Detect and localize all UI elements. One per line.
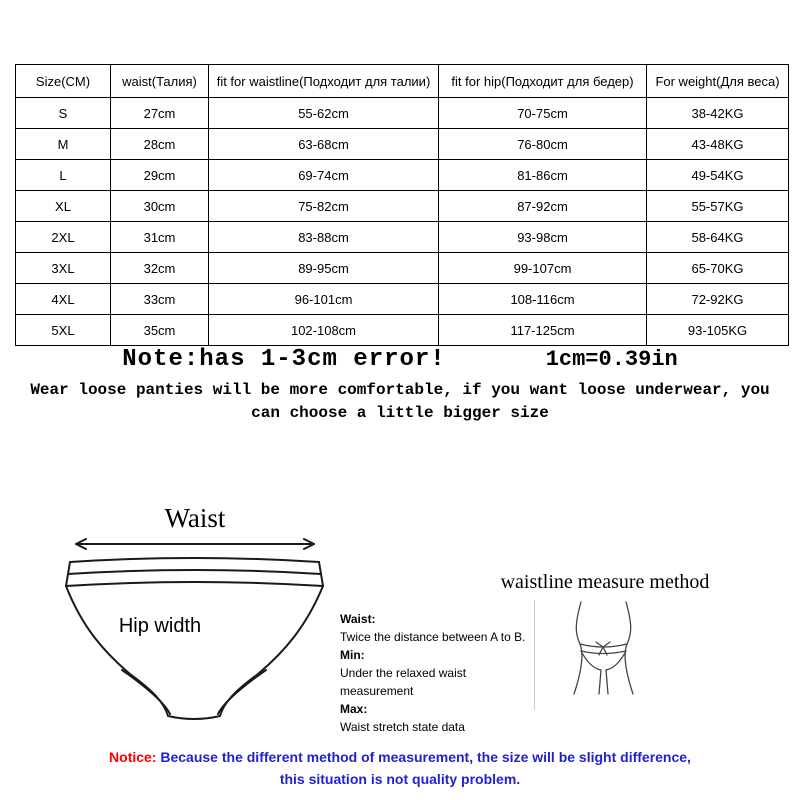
leg-seam-right [218,670,266,714]
panty-body-outline [66,586,323,719]
measure-max-label: Max: [340,702,368,716]
notice-line1 [0,746,800,768]
table-row [16,284,789,315]
table-header-row [16,65,789,98]
cell-size: M [16,129,111,160]
cell-hip: 87-92cm [439,191,647,222]
notice-text-2: this situation is not quality problem. [279,771,521,788]
cell-waist: 30cm [111,191,209,222]
inner-leg-right [606,670,608,694]
cell-waist: 27cm [111,98,209,129]
cell-waist: 32cm [111,253,209,284]
cell-size: 4XL [16,284,111,315]
cell-waistline: 75-82cm [209,191,439,222]
cell-waist: 28cm [111,129,209,160]
cell-size: S [16,98,111,129]
cell-hip: 99-107cm [439,253,647,284]
table-row [16,315,789,346]
panty-diagram [52,552,337,732]
waistband-top [70,558,319,562]
note-conversion-text: 1cm=0.39in [545,347,678,372]
notice-text-1: Because the different method of measurement, the size will be slight difference, [160,749,691,765]
measure-max-text: Waist stretch state data [340,720,465,734]
cell-waist: 35cm [111,315,209,346]
cell-weight: 55-57KG [647,191,789,222]
measure-illustration [556,598,651,698]
torso-side-left [574,602,582,694]
measure-waist-text: Twice the distance between A to B. [340,630,526,644]
hip-width-label: Hip width [118,615,202,637]
table-row [16,222,789,253]
waist-arrow-icon [70,536,320,552]
panty-band-bottom [581,651,626,654]
cell-hip: 93-98cm [439,222,647,253]
cell-weight: 93-105KG [647,315,789,346]
cell-waist: 31cm [111,222,209,253]
note-error-text: Note:has 1-3cm error! [122,346,446,373]
table-row [16,160,789,191]
cell-size: 3XL [16,253,111,284]
measure-min-label: Min: [340,648,365,662]
inner-leg-left [599,670,601,694]
cell-weight: 72-92KG [647,284,789,315]
cell-waistline: 102-108cm [209,315,439,346]
waist-label: Waist [164,503,226,533]
measure-min-text: Under the relaxed waist measurement [340,666,467,698]
table-row [16,191,789,222]
note-row [0,346,800,373]
waistband-line [68,570,321,574]
col-header-hip: fit for hip(Подходит для бедер) [439,65,647,98]
cell-hip: 81-86cm [439,160,647,191]
cell-waist: 33cm [111,284,209,315]
cell-size: 5XL [16,315,111,346]
cell-weight: 38-42KG [647,98,789,129]
col-header-waist: waist(Талия) [111,65,209,98]
cell-waist: 29cm [111,160,209,191]
cell-waistline: 63-68cm [209,129,439,160]
cell-weight: 65-70KG [647,253,789,284]
cell-waistline: 69-74cm [209,160,439,191]
cell-waistline: 55-62cm [209,98,439,129]
cell-hip: 108-116cm [439,284,647,315]
cell-hip: 117-125cm [439,315,647,346]
table-row [16,98,789,129]
waistband-bottom [66,582,323,586]
col-header-size: Size(CM) [16,65,111,98]
cell-weight: 58-64KG [647,222,789,253]
cell-hip: 70-75cm [439,98,647,129]
torso-side-right [625,602,633,694]
measure-instructions [340,610,536,736]
measure-waist-label: Waist: [340,612,376,626]
col-header-waistline: fit for waistline(Подходит для талии) [209,65,439,98]
cell-waistline: 83-88cm [209,222,439,253]
cell-hip: 76-80cm [439,129,647,160]
advice-text: Wear loose panties will be more comfortable, if you want loose underwear, you can choose a little bigger size [30,381,770,423]
table-row [16,253,789,284]
cell-size: L [16,160,111,191]
col-header-weight: For weight(Для веса) [647,65,789,98]
cell-weight: 49-54KG [647,160,789,191]
cell-size: XL [16,191,111,222]
notice-label: Notice: [109,749,157,765]
cell-size: 2XL [16,222,111,253]
size-table [15,64,789,346]
cell-weight: 43-48KG [647,129,789,160]
cell-waistline: 96-101cm [209,284,439,315]
divider [534,600,535,710]
table-row [16,129,789,160]
leg-seam-left [122,670,170,714]
cell-waistline: 89-95cm [209,253,439,284]
notice [0,746,800,791]
measure-method-title: waistline measure method [500,571,710,593]
